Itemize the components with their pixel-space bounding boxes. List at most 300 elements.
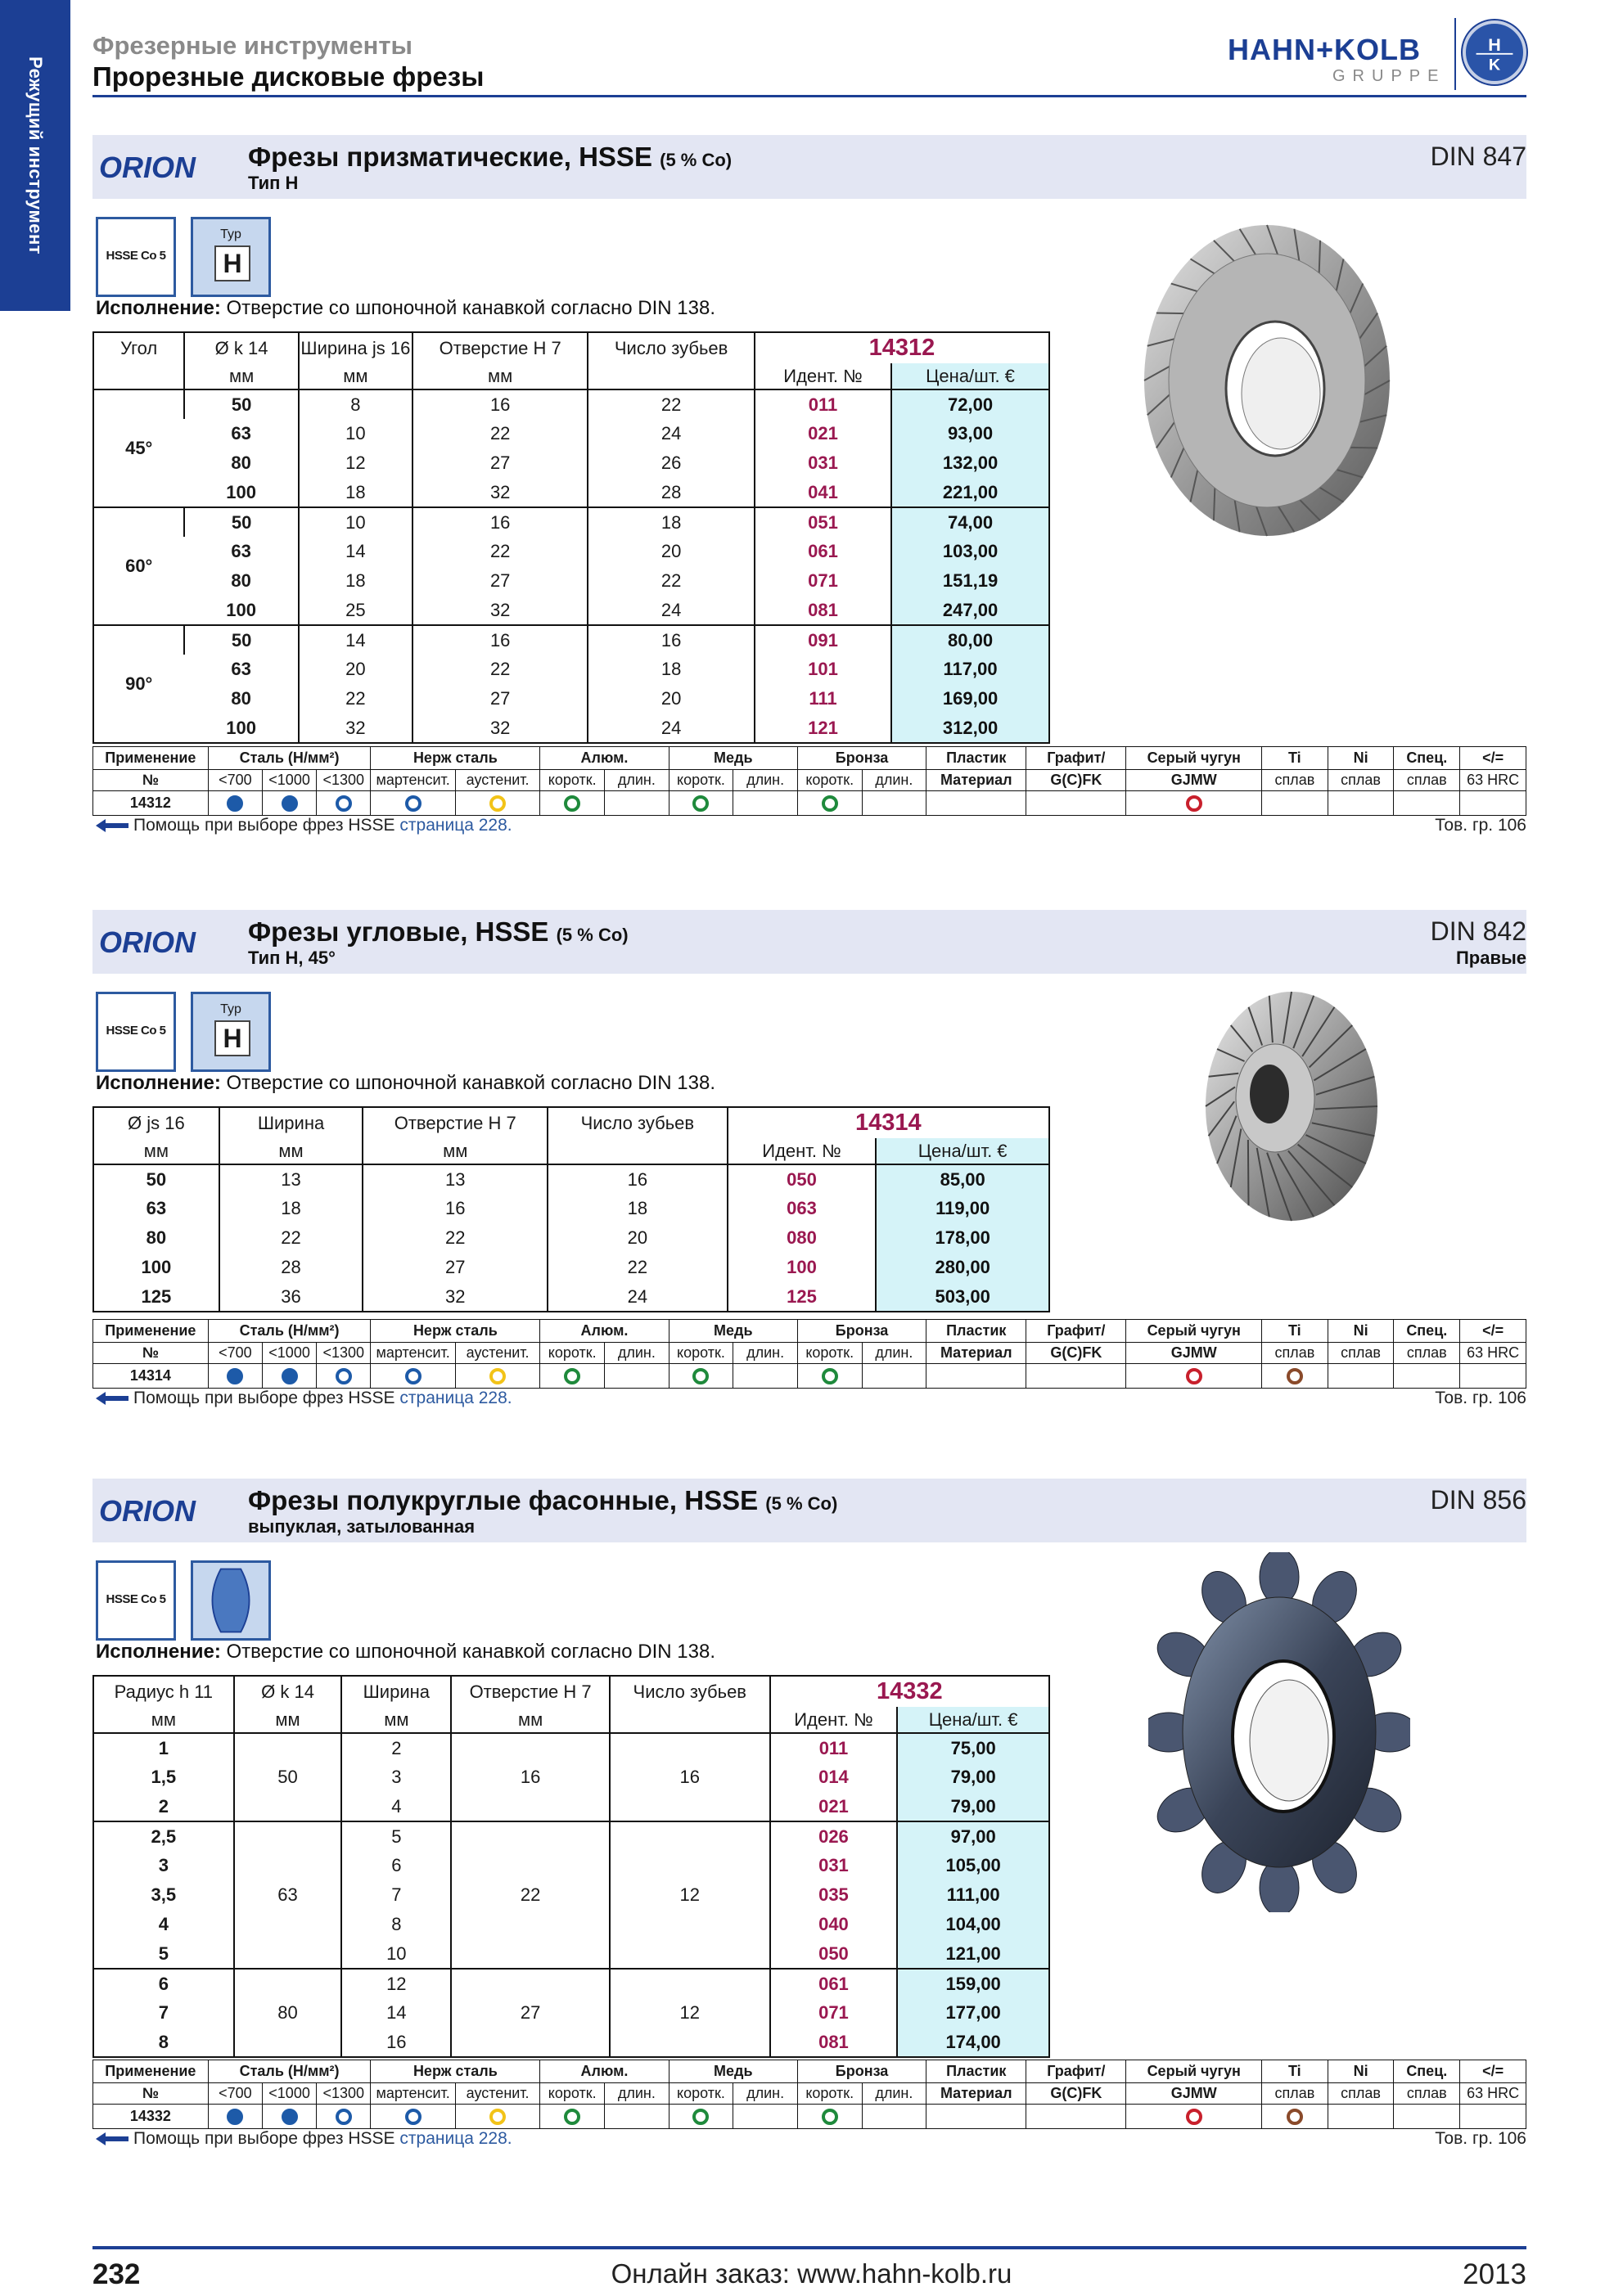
material-group-header: </= <box>1460 747 1526 770</box>
ring-yellow-dot-icon <box>489 795 506 812</box>
material-group-header: Ti <box>1262 747 1328 770</box>
diameter-cell: 80 <box>231 452 251 473</box>
material-subheader: Материал <box>926 2083 1026 2105</box>
section-title-note: (5 % Co) <box>660 150 733 170</box>
suitability-cell <box>733 791 798 816</box>
material-subheader: коротк. <box>540 770 605 791</box>
col-header: Ø k 14 <box>234 1676 342 1707</box>
din-label: DIN 847 <box>1430 142 1526 171</box>
diameter-cell: 63 <box>231 541 251 561</box>
price-cell: 177,00 <box>897 1998 1049 2028</box>
table-row <box>93 537 1049 566</box>
din-label: DIN 842 <box>1430 916 1526 946</box>
suitability-cell <box>862 791 926 816</box>
suitability-cell <box>862 2105 926 2129</box>
material-subheader: длин. <box>605 2083 669 2105</box>
section-prismatic <box>92 135 1526 847</box>
section-semicircular <box>92 1479 1526 2182</box>
material-group-header: Пластик <box>926 747 1026 770</box>
material-badge-text: HSSE Co 5 <box>106 1024 166 1038</box>
ring-red-dot-icon <box>1186 2109 1202 2125</box>
ring-green-dot-icon <box>822 2109 838 2125</box>
ring-blue-dot-icon <box>405 1368 422 1384</box>
app-header-row <box>93 1320 1526 1343</box>
width-cell: 4 <box>341 1792 451 1821</box>
material-group-header: Графит/ <box>1026 747 1126 770</box>
col-header: Число зубьев <box>548 1107 728 1138</box>
bore-cell: 16 <box>413 507 588 537</box>
col-header: Радиус h 11 <box>114 1681 214 1702</box>
material-subheader: <1300 <box>317 1343 371 1364</box>
width-cell: 20 <box>299 655 413 684</box>
width-cell: 14 <box>341 1998 451 2028</box>
ring-green-dot-icon <box>692 795 709 812</box>
col-header: Угол <box>120 337 158 358</box>
suitability-cell <box>1328 1364 1394 1389</box>
material-group-header: Серый чугун <box>1126 1320 1262 1343</box>
material-badge <box>96 992 176 1072</box>
material-subheader: сплав <box>1262 2083 1328 2105</box>
suitability-cell <box>669 2105 733 2129</box>
material-group-header: Бронза <box>797 1320 926 1343</box>
material-subheader: длин. <box>605 1343 669 1364</box>
product-group: Тов. гр. 106 <box>1435 2129 1526 2148</box>
teeth-cell: 20 <box>548 1223 728 1253</box>
execution-note <box>96 297 715 320</box>
material-group-header: Спец. <box>1394 747 1460 770</box>
id-number-cell: 041 <box>755 478 891 507</box>
width-cell: 18 <box>219 1194 363 1223</box>
id-number-cell: 071 <box>770 1998 898 2028</box>
id-number-cell: 021 <box>755 419 891 448</box>
price-cell: 174,00 <box>897 2028 1049 2057</box>
material-subheader: мартенсит. <box>371 770 455 791</box>
filled-blue-dot-icon <box>282 795 298 812</box>
teeth-cell: 18 <box>548 1194 728 1223</box>
price-cell: 111,00 <box>897 1880 1049 1910</box>
suitability-cell <box>926 791 1026 816</box>
din-label: DIN 856 <box>1430 1485 1526 1515</box>
angular-cutter-image <box>1189 984 1386 1229</box>
brand-name: HAHN+KOLB <box>1228 33 1422 66</box>
material-group-header: Спец. <box>1394 1320 1460 1343</box>
suitability-cell <box>605 2105 669 2129</box>
suitability-cell <box>1394 791 1460 816</box>
suitability-cell <box>455 1364 539 1389</box>
angle-cell: 60° <box>93 507 184 625</box>
table-row <box>93 625 1049 655</box>
table-row <box>93 1253 1049 1282</box>
type-badge-label: Typ <box>220 227 241 241</box>
diameter-cell: 63 <box>231 423 251 443</box>
price-cell: 151,19 <box>891 566 1049 596</box>
price-cell: 312,00 <box>891 714 1049 743</box>
id-number-cell: 121 <box>755 714 891 743</box>
bore-cell: 16 <box>451 1733 610 1821</box>
col-header: Отверстие Н 7 <box>413 332 588 363</box>
width-cell: 18 <box>299 478 413 507</box>
ring-yellow-dot-icon <box>489 2109 506 2125</box>
help-page-link[interactable]: страница 228. <box>399 816 512 835</box>
id-number-cell: 050 <box>728 1164 877 1194</box>
unit-cell: мм <box>299 363 413 389</box>
teeth-cell: 20 <box>588 537 755 566</box>
suitability-cell <box>1262 791 1328 816</box>
material-group-header: Ti <box>1262 1320 1328 1343</box>
diameter-cell: 63 <box>234 1821 342 1969</box>
suitability-cell <box>317 2105 371 2129</box>
width-cell: 8 <box>299 389 413 419</box>
material-subheader: длин. <box>605 770 669 791</box>
diameter-cell: 50 <box>184 389 298 419</box>
suitability-cell <box>262 791 316 816</box>
teeth-cell: 24 <box>588 596 755 625</box>
material-group-header: Алюм. <box>540 2060 669 2083</box>
col-header: Ширина <box>219 1107 363 1138</box>
id-number-cell: 061 <box>755 537 891 566</box>
material-subheader: аустенит. <box>455 1343 539 1364</box>
table-row <box>93 448 1049 478</box>
material-group-header: Алюм. <box>540 747 669 770</box>
price-cell: 93,00 <box>891 419 1049 448</box>
filled-blue-dot-icon <box>282 2109 298 2125</box>
id-number-cell: 071 <box>755 566 891 596</box>
hk-logo-icon <box>1463 20 1526 84</box>
product-group: Тов. гр. 106 <box>1435 1389 1526 1407</box>
bore-cell: 16 <box>413 389 588 419</box>
bore-cell: 27 <box>413 448 588 478</box>
ring-red-dot-icon <box>1186 1368 1202 1384</box>
application-label: Применение <box>93 1320 209 1343</box>
bore-cell: 27 <box>413 684 588 714</box>
section-angular <box>92 910 1526 1442</box>
table-row <box>93 714 1049 743</box>
material-subheader: <1000 <box>262 1343 316 1364</box>
sidebar-tab <box>0 0 70 311</box>
suitability-cell <box>669 1364 733 1389</box>
material-subheader: коротк. <box>540 2083 605 2105</box>
id-number-cell: 026 <box>770 1821 898 1851</box>
type-badge-label: Typ <box>220 1002 241 1016</box>
material-subheader: GJMW <box>1126 770 1262 791</box>
ring-green-dot-icon <box>822 795 838 812</box>
price-cell: 503,00 <box>876 1282 1049 1312</box>
execution-text: Отверстие со шпоночной канавкой согласно DIN 138. <box>226 1641 715 1663</box>
table-row <box>93 1969 1049 1998</box>
price-cell: 79,00 <box>897 1763 1049 1792</box>
col-header: Ø k 14 <box>184 332 298 363</box>
id-number-cell: 021 <box>770 1792 898 1821</box>
orion-logo-icon <box>97 1493 220 1528</box>
table-row <box>93 684 1049 714</box>
teeth-cell: 18 <box>588 655 755 684</box>
material-subheader: сплав <box>1262 1343 1328 1364</box>
width-cell: 2 <box>341 1733 451 1763</box>
material-group-header: Графит/ <box>1026 2060 1126 2083</box>
width-cell: 18 <box>299 566 413 596</box>
app-subheader-row <box>93 1343 1526 1364</box>
ring-green-dot-icon <box>822 1368 838 1384</box>
table-row <box>93 1733 1049 1763</box>
application-label: Применение <box>93 747 209 770</box>
arrow-left-icon <box>96 2132 128 2145</box>
material-subheader: GJMW <box>1126 2083 1262 2105</box>
bore-cell: 27 <box>451 1969 610 2057</box>
bore-cell: 32 <box>413 478 588 507</box>
material-subheader: G(C)FK <box>1026 770 1126 791</box>
teeth-cell: 16 <box>610 1733 770 1821</box>
price-cell: 85,00 <box>876 1164 1049 1194</box>
bore-cell: 27 <box>413 566 588 596</box>
material-group-header: Пластик <box>926 1320 1026 1343</box>
id-header: Идент. № <box>755 363 891 389</box>
help-note <box>96 816 512 835</box>
spec-table <box>92 1106 1050 1312</box>
bore-cell: 32 <box>363 1282 548 1312</box>
angle-cell: 90° <box>93 625 184 743</box>
material-subheader: G(C)FK <box>1026 1343 1126 1364</box>
suitability-cell <box>1394 2105 1460 2129</box>
bore-cell: 32 <box>413 714 588 743</box>
price-cell: 117,00 <box>891 655 1049 684</box>
suitability-cell <box>605 791 669 816</box>
material-subheader: длин. <box>733 770 798 791</box>
teeth-cell: 24 <box>548 1282 728 1312</box>
arrow-left-icon <box>96 819 128 832</box>
help-note <box>96 1389 512 1408</box>
diameter-cell: 80 <box>234 1969 342 2057</box>
teeth-cell: 12 <box>610 1821 770 1969</box>
suitability-cell <box>733 1364 798 1389</box>
price-cell: 80,00 <box>891 625 1049 655</box>
svg-text:K: K <box>1488 56 1501 74</box>
unit-cell: мм <box>413 363 588 389</box>
id-number-cell: 111 <box>755 684 891 714</box>
unit-cell: мм <box>93 1707 234 1733</box>
id-number-cell: 014 <box>770 1763 898 1792</box>
price-cell: 121,00 <box>897 1939 1049 1969</box>
width-cell: 10 <box>299 507 413 537</box>
cutter-tooth <box>1260 1552 1299 1605</box>
page-title: Прорезные дисковые фрезы <box>92 61 485 92</box>
material-badge-text: HSSE Co 5 <box>106 249 166 263</box>
section-title-text: Фрезы угловые, HSSE <box>248 916 549 947</box>
material-subheader: длин. <box>862 1343 926 1364</box>
bore-cell: 32 <box>413 596 588 625</box>
ring-green-dot-icon <box>564 2109 580 2125</box>
price-cell: 97,00 <box>897 1821 1049 1851</box>
ring-green-dot-icon <box>564 795 580 812</box>
material-subheader: <1300 <box>317 770 371 791</box>
ring-green-dot-icon <box>692 1368 709 1384</box>
material-subheader: Материал <box>926 770 1026 791</box>
suitability-cell <box>1126 2105 1262 2129</box>
material-subheader: аустенит. <box>455 2083 539 2105</box>
suitability-cell <box>262 1364 316 1389</box>
price-cell: 159,00 <box>897 1969 1049 1998</box>
bore-cell: 22 <box>451 1821 610 1969</box>
suitability-cell <box>1126 1364 1262 1389</box>
convex-profile-icon <box>193 1563 268 1638</box>
price-header: Цена/шт. € <box>891 363 1049 389</box>
price-cell: 178,00 <box>876 1223 1049 1253</box>
suitability-cell <box>605 1364 669 1389</box>
radius-cell: 6 <box>93 1969 234 1998</box>
diameter-cell: 50 <box>184 625 298 655</box>
suitability-cell <box>1026 2105 1126 2129</box>
material-group-header: Алюм. <box>540 1320 669 1343</box>
type-badge-value: H <box>214 245 250 281</box>
bore-cell: 27 <box>363 1253 548 1282</box>
table-row <box>93 566 1049 596</box>
width-cell: 8 <box>341 1910 451 1939</box>
material-subheader: сплав <box>1394 770 1460 791</box>
teeth-cell: 18 <box>588 507 755 537</box>
suitability-cell <box>862 1364 926 1389</box>
suitability-cell <box>1328 791 1394 816</box>
diameter-cell: 100 <box>226 599 256 620</box>
article-number: 14314 <box>728 1107 1049 1138</box>
radius-cell: 8 <box>158 2031 169 2052</box>
diameter-cell: 50 <box>146 1168 167 1190</box>
din-note: Правые <box>1455 948 1526 968</box>
number-label: № <box>93 770 209 791</box>
material-subheader: сплав <box>1262 770 1328 791</box>
price-cell: 169,00 <box>891 684 1049 714</box>
number-label: № <box>93 1343 209 1364</box>
material-group-header: Спец. <box>1394 2060 1460 2083</box>
material-group-header: Бронза <box>797 2060 926 2083</box>
profile-badge <box>191 1560 271 1641</box>
bore-cell: 16 <box>413 625 588 655</box>
prismatic-cutter-image <box>1132 209 1394 552</box>
suitability-cell <box>926 1364 1026 1389</box>
radius-cell: 4 <box>158 1914 169 1934</box>
header-category: Фрезерные инструменты <box>92 31 413 60</box>
material-group-header: Ni <box>1328 2060 1394 2083</box>
unit-cell: мм <box>234 1707 342 1733</box>
help-page-link[interactable]: страница 228. <box>399 1389 512 1407</box>
material-subheader: <1300 <box>317 2083 371 2105</box>
id-number-cell: 080 <box>728 1223 877 1253</box>
page-number: 232 <box>92 2258 141 2290</box>
filled-blue-dot-icon <box>227 795 243 812</box>
diameter-cell: 50 <box>234 1733 342 1821</box>
material-subheader: G(C)FK <box>1026 2083 1126 2105</box>
col-header: Ø js 16 <box>127 1112 185 1133</box>
price-cell: 103,00 <box>891 537 1049 566</box>
material-subheader: длин. <box>862 770 926 791</box>
id-number-cell: 061 <box>770 1969 898 1998</box>
id-number-cell: 035 <box>770 1880 898 1910</box>
material-group-header: Нерж сталь <box>371 2060 540 2083</box>
teeth-cell: 12 <box>610 1969 770 2057</box>
suitability-cell <box>1026 791 1126 816</box>
ring-brown-dot-icon <box>1287 1368 1303 1384</box>
app-subheader-row <box>93 770 1526 791</box>
teeth-cell: 16 <box>548 1164 728 1194</box>
material-group-header: Нерж сталь <box>371 1320 540 1343</box>
section-title-note: (5 % Co) <box>556 925 629 945</box>
material-group-header: Серый чугун <box>1126 747 1262 770</box>
ring-blue-dot-icon <box>405 2109 422 2125</box>
sidebar-label: Режущий инструмент <box>25 56 46 255</box>
width-cell: 12 <box>341 1969 451 1998</box>
material-subheader: мартенсит. <box>371 2083 455 2105</box>
article-number: 14312 <box>755 332 1049 363</box>
section-title <box>248 1485 837 1516</box>
unit-cell <box>610 1707 770 1733</box>
section-subtitle: выпуклая, затылованная <box>248 1516 476 1537</box>
section-title-note: (5 % Co) <box>765 1493 838 1514</box>
suitability-cell <box>1460 1364 1526 1389</box>
width-cell: 5 <box>341 1821 451 1851</box>
cutter-tooth <box>1156 313 1186 314</box>
app-header-row <box>93 747 1526 770</box>
unit-cell: мм <box>341 1707 451 1733</box>
price-cell: 79,00 <box>897 1792 1049 1821</box>
online-order-link[interactable]: Онлайн заказ: www.hahn-kolb.ru <box>611 2258 1012 2289</box>
bore-cell: 16 <box>363 1194 548 1223</box>
radius-cell: 1 <box>158 1737 169 1758</box>
arrow-left-icon <box>96 1392 128 1405</box>
price-cell: 221,00 <box>891 478 1049 507</box>
suitability-cell <box>1460 791 1526 816</box>
suitability-cell <box>371 791 455 816</box>
suitability-cell <box>797 1364 862 1389</box>
material-group-header: </= <box>1460 2060 1526 2083</box>
diameter-cell: 80 <box>231 570 251 591</box>
table-row <box>93 507 1049 537</box>
help-text: Помощь при выборе фрез HSSE <box>133 1389 395 1407</box>
suitability-cell <box>371 1364 455 1389</box>
bore-cell: 22 <box>413 419 588 448</box>
catalog-year: 2013 <box>1463 2258 1526 2290</box>
teeth-cell: 24 <box>588 714 755 743</box>
orion-logo-text: ORION <box>99 1494 196 1528</box>
width-cell: 14 <box>299 625 413 655</box>
material-group-header: Серый чугун <box>1126 2060 1262 2083</box>
price-cell: 119,00 <box>876 1194 1049 1223</box>
app-header-row <box>93 2060 1526 2083</box>
suitability-cell <box>1026 1364 1126 1389</box>
execution-label: Исполнение: <box>96 297 221 319</box>
suitability-cell <box>262 2105 316 2129</box>
ring-blue-dot-icon <box>336 2109 352 2125</box>
material-subheader: аустенит. <box>455 770 539 791</box>
unit-cell <box>548 1138 728 1164</box>
type-badge-value: H <box>214 1020 250 1056</box>
execution-label: Исполнение: <box>96 1641 221 1663</box>
teeth-cell: 22 <box>588 566 755 596</box>
suitability-cell <box>540 791 605 816</box>
section-title <box>248 916 629 948</box>
id-number-cell: 031 <box>770 1851 898 1880</box>
col-header: Отверстие Н 7 <box>451 1676 610 1707</box>
filled-blue-dot-icon <box>227 1368 243 1384</box>
suitability-cell <box>1394 1364 1460 1389</box>
ring-yellow-dot-icon <box>489 1368 506 1384</box>
execution-note <box>96 1641 715 1663</box>
teeth-cell: 28 <box>588 478 755 507</box>
teeth-cell: 24 <box>588 419 755 448</box>
ring-green-dot-icon <box>692 2109 709 2125</box>
width-cell: 16 <box>341 2028 451 2057</box>
material-group-header: </= <box>1460 1320 1526 1343</box>
help-page-link[interactable]: страница 228. <box>399 2129 512 2148</box>
id-number-cell: 040 <box>770 1910 898 1939</box>
article-number-cell: 14312 <box>93 791 209 816</box>
